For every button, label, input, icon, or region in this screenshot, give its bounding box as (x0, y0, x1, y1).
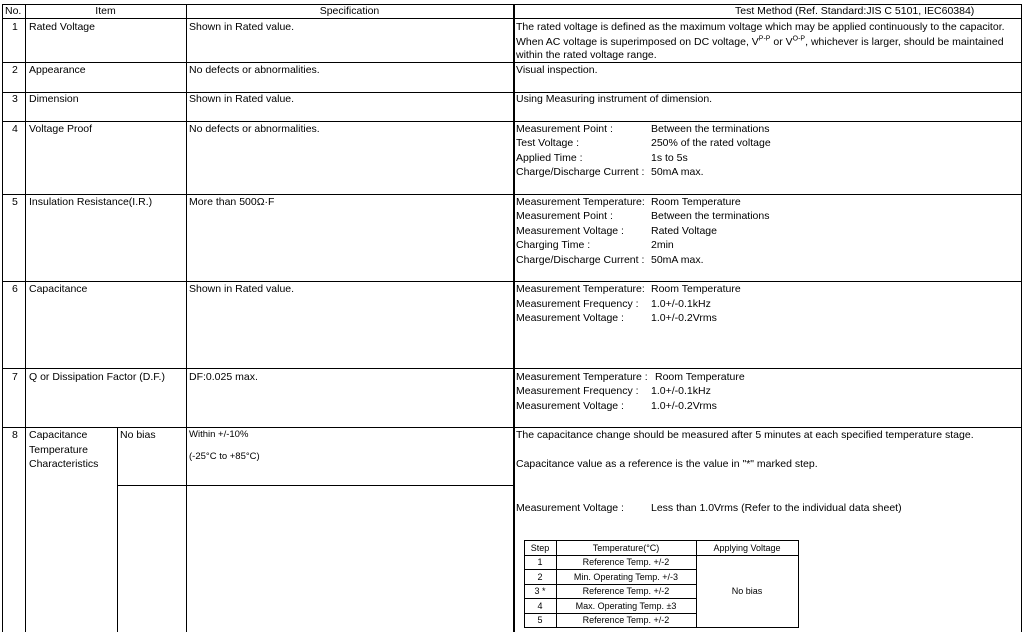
spec-text: No defects or abnormalities. (189, 123, 320, 135)
item-name: Insulation Resistance(I.R.) (29, 196, 153, 208)
param-value: Room Temperature (651, 283, 741, 295)
header-specification: Specification (319, 5, 380, 17)
param-value: 1.0+/-0.1kHz (651, 298, 711, 310)
applying-voltage: No bias (731, 586, 763, 596)
param-label: Measurement Temperature: (516, 283, 645, 295)
row-number: 8 (12, 429, 18, 441)
param-value: Room Temperature (655, 371, 745, 383)
param-label: Charge/Discharge Current : (516, 166, 645, 178)
method-text: within the rated voltage range. (516, 49, 657, 61)
param-value: 2min (651, 239, 674, 251)
item-name: Characteristics (29, 458, 99, 470)
param-value: Rated Voltage (651, 225, 717, 237)
spec-text: Within +/-10% (189, 429, 249, 440)
param-value: 1s to 5s (651, 152, 688, 164)
item-name: Dimension (29, 93, 79, 105)
step-number: 4 (537, 601, 543, 611)
row-number: 7 (12, 371, 18, 383)
param-value: Less than 1.0Vrms (Refer to the individual data sheet) (651, 502, 902, 514)
step-temperature: Reference Temp. +/-2 (582, 557, 670, 567)
param-value: 250% of the rated voltage (651, 137, 771, 149)
row-number: 5 (12, 196, 18, 208)
header-item: Item (95, 5, 116, 17)
method-text: Capacitance value as a reference is the value in "*" marked step. (516, 458, 818, 470)
param-label: Measurement Frequency : (516, 385, 639, 397)
step-number: 1 (537, 557, 543, 567)
method-text: When AC voltage is superimposed on DC voltage, $V^{P-P}$ or $V^{O-P}$, whichever is larger, should be maintained (516, 35, 1004, 48)
spec-text: DF:0.025 max. (189, 371, 258, 383)
param-label: Measurement Temperature: (516, 196, 645, 208)
item-name: Temperature (29, 444, 88, 456)
item-name: Q or Dissipation Factor (D.F.) (29, 371, 165, 383)
param-value: Between the terminations (651, 210, 770, 222)
param-label: Applied Time : (516, 152, 583, 164)
row-number: 1 (12, 21, 18, 33)
param-label: Measurement Voltage : (516, 312, 624, 324)
param-value: 1.0+/-0.1kHz (651, 385, 711, 397)
row-number: 2 (12, 64, 18, 76)
header-no: No. (5, 5, 22, 17)
steps-header: Step (530, 543, 550, 553)
param-label: Charging Time : (516, 239, 591, 251)
spec-text: (-25°C to +85°C) (189, 451, 260, 462)
method-text: The rated voltage is defined as the maximum voltage which may be applied continuously to the capacitor. (516, 21, 1005, 33)
item-name: Capacitance (29, 429, 88, 441)
step-temperature: Reference Temp. +/-2 (582, 586, 670, 596)
param-value: 1.0+/-0.2Vrms (651, 312, 717, 324)
item-name: Rated Voltage (29, 21, 95, 33)
spec-text: Shown in Rated value. (189, 93, 295, 105)
item-name: Capacitance (29, 283, 88, 295)
item-name: Voltage Proof (29, 123, 93, 135)
method-text: Using Measuring instrument of dimension. (516, 93, 713, 105)
step-number: 2 (537, 572, 543, 582)
method-text: The capacitance change should be measured after 5 minutes at each specified temperature stage. (516, 429, 974, 441)
step-number: 5 (537, 615, 543, 625)
param-label: Measurement Point : (516, 210, 613, 222)
param-label: Measurement Voltage : (516, 400, 624, 412)
param-value: Room Temperature (651, 196, 741, 208)
param-label: Measurement Frequency : (516, 298, 639, 310)
sub-item-name: No bias (120, 429, 156, 441)
spec-text: Shown in Rated value. (189, 21, 295, 33)
param-value: 50mA max. (651, 254, 704, 266)
item-name: Appearance (29, 64, 86, 76)
param-label: Measurement Voltage : (516, 502, 624, 514)
param-label: Measurement Point : (516, 123, 613, 135)
spec-text: No defects or abnormalities. (189, 64, 320, 76)
param-label: Measurement Temperature : (516, 371, 648, 383)
method-text: Visual inspection. (516, 64, 598, 76)
step-number: 3 * (534, 586, 546, 596)
header-test-method: Test Method (Ref. Standard:JIS C 5101, IEC60384) (735, 5, 975, 17)
row-number: 4 (12, 123, 18, 135)
spec-text: More than 500Ω·F (189, 196, 275, 208)
param-label: Charge/Discharge Current : (516, 254, 645, 266)
step-temperature: Max. Operating Temp. ±3 (575, 601, 677, 611)
param-value: 1.0+/-0.2Vrms (651, 400, 717, 412)
spec-text: Shown in Rated value. (189, 283, 295, 295)
row-number: 6 (12, 283, 18, 295)
param-value: 50mA max. (651, 166, 704, 178)
steps-header: Applying Voltage (713, 543, 781, 553)
row-number: 3 (12, 93, 18, 105)
step-temperature: Min. Operating Temp. +/-3 (573, 572, 679, 582)
param-value: Between the terminations (651, 123, 770, 135)
param-label: Test Voltage : (516, 137, 580, 149)
step-temperature: Reference Temp. +/-2 (582, 615, 670, 625)
param-label: Measurement Voltage : (516, 225, 624, 237)
steps-header: Temperature(°C) (592, 543, 660, 553)
